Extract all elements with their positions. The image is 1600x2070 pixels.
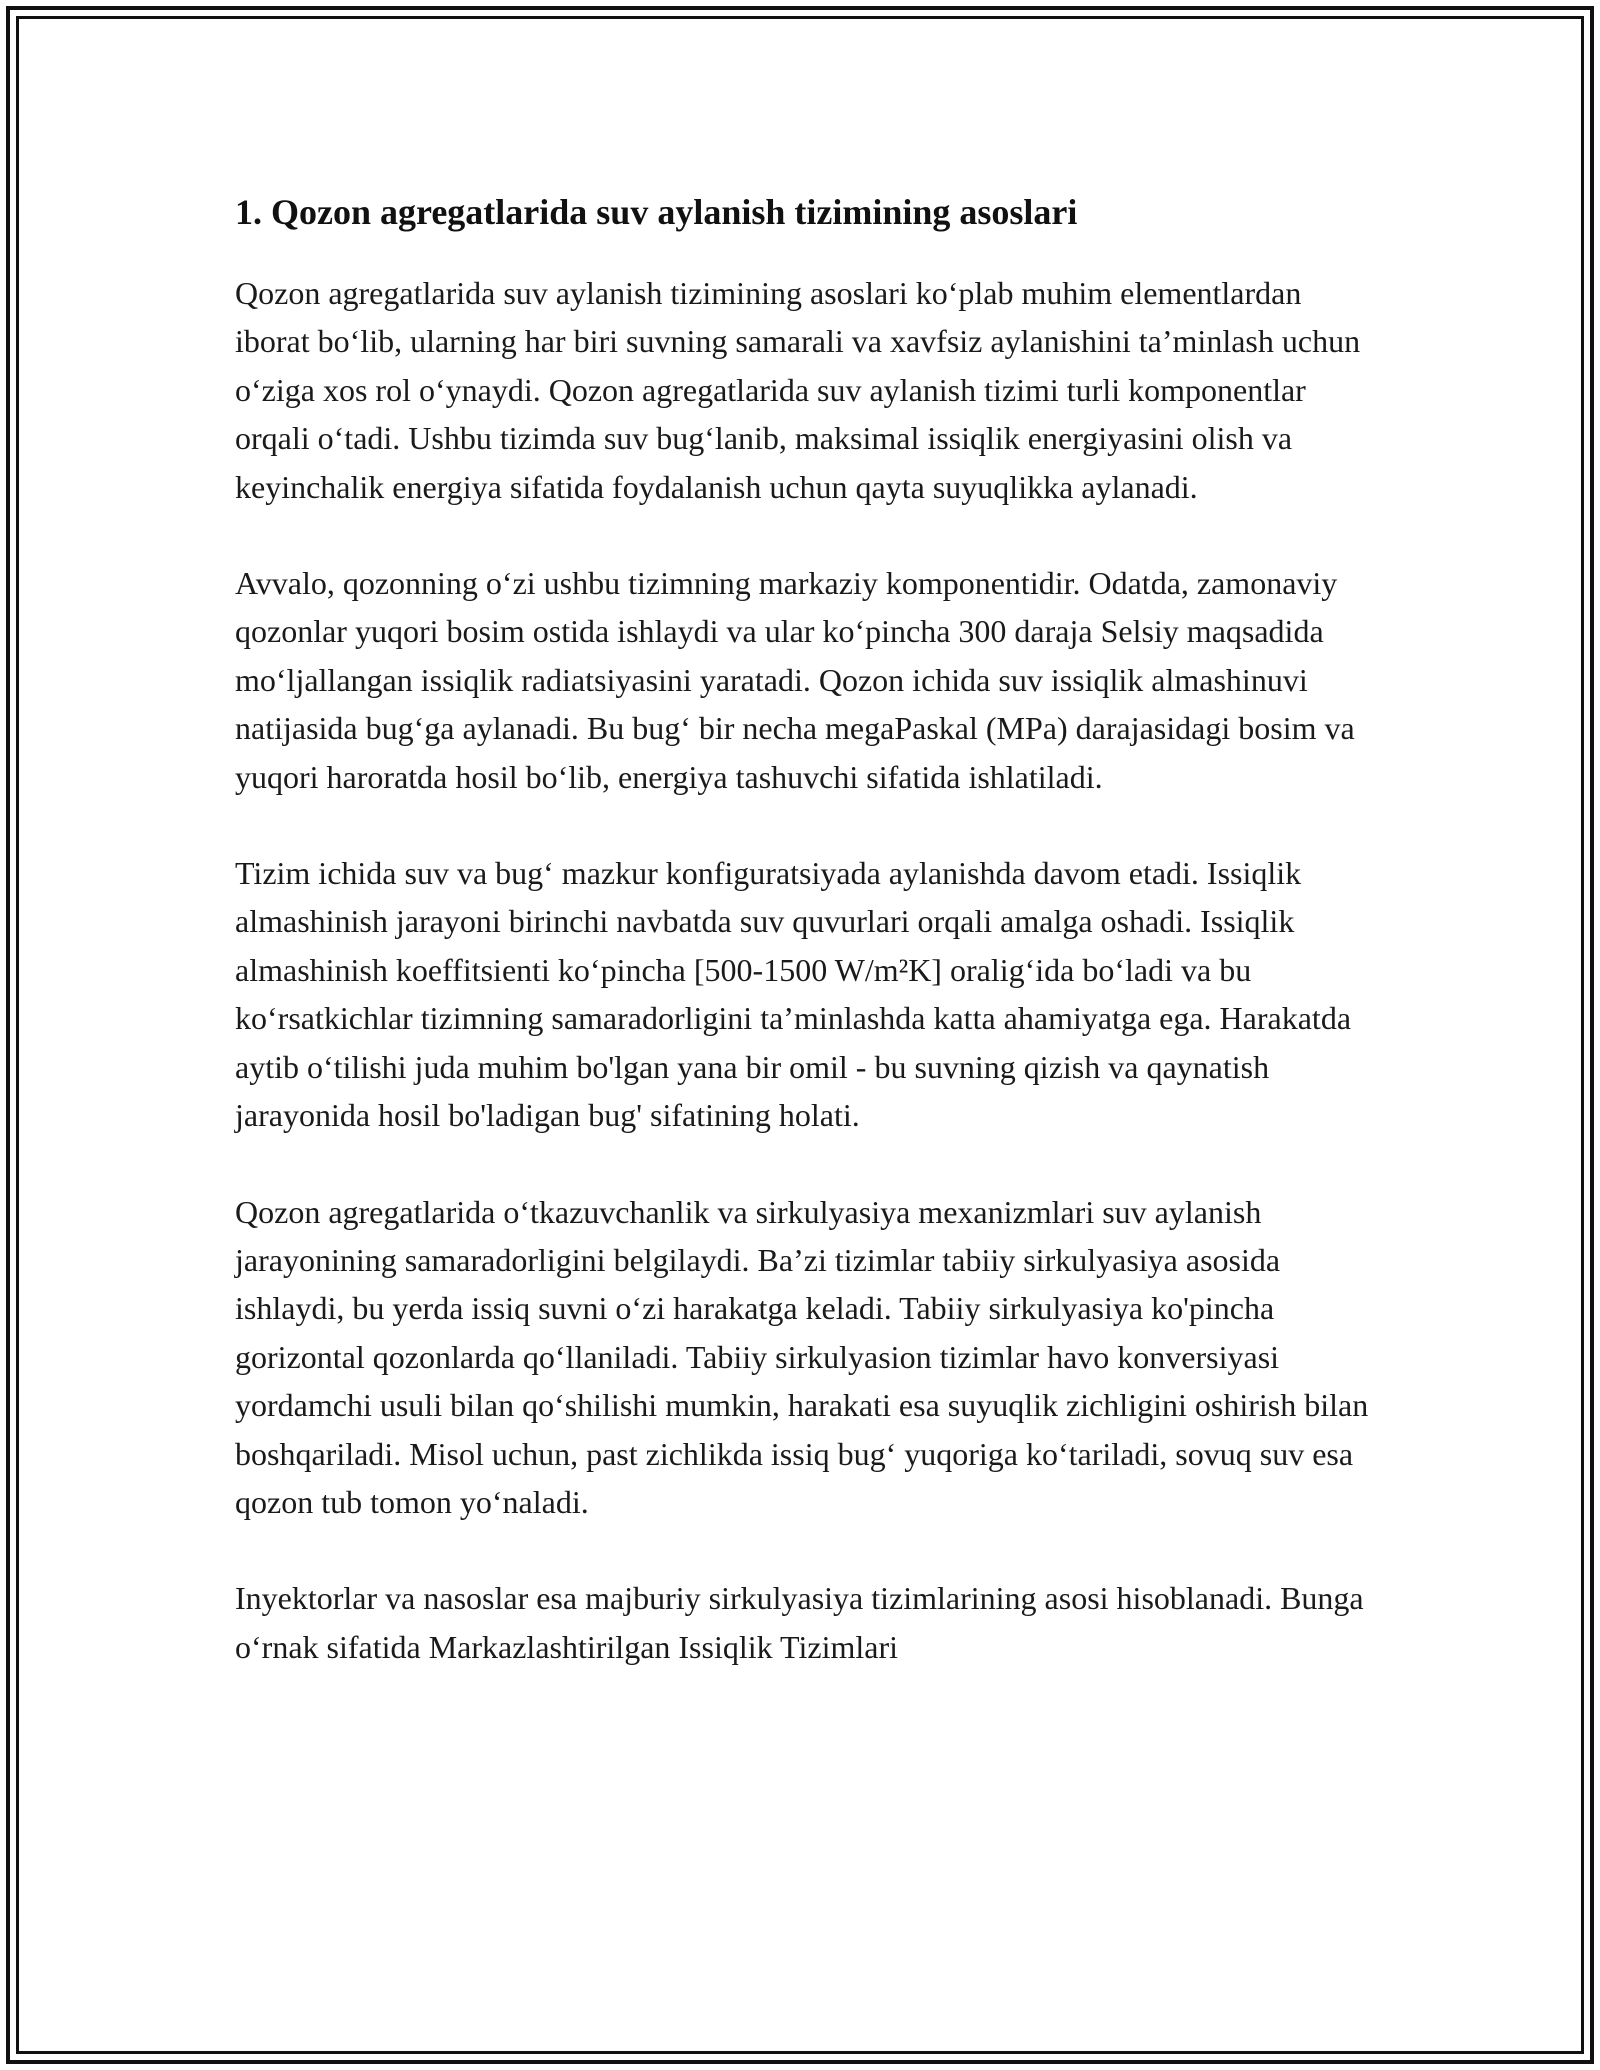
paragraph-2: Avvalo, qozonning o‘zi ushbu tizimning markaziy komponentidir. Odatda, zamonaviy qozonlar yuqori bosim ostida ishlaydi va ular ko‘pincha 300 daraja Selsiy maqsadida mo‘ljallangan issiqlik radiatsiyasini yaratadi. Qozon ichida suv issiqlik almashinuvi natijasida bug‘ga aylanadi. Bu bug‘ bir necha megaPaskal (MPa) darajasidagi bosim va yuqori haroratda hosil bo‘lib, energiya tashuvchi sifatida ishlatiladi. xyxy=(235,565,1355,795)
paragraph-1: Qozon agregatlarida suv aylanish tizimining asoslari ko‘plab muhim elementlardan iborat bo‘lib, ularning har biri suvning samarali va xavfsiz aylanishini ta’minlash uchun o‘ziga xos rol o‘ynaydi. Qozon agregatlarida suv aylanish tizimi turli komponentlar orqali o‘tadi. Ushbu tizimda suv bug‘lanib, maksimal issiqlik energiyasini olish va keyinchalik energiya sifatida foydalanish uchun qayta suyuqlikka aylanadi. xyxy=(235,275,1361,505)
paragraph-3: Tizim ichida suv va bug‘ mazkur konfiguratsiyada aylanishda davom etadi. Issiqlik almashinish jarayoni birinchi navbatda suv quvurlari orqali amalga oshadi. Issiqlik almashinish koeffitsienti ko‘pincha [500-1500 W/m²K] oralig‘ida bo‘ladi va bu ko‘rsatkichlar tizimning samaradorligini ta’minlashda katta ahamiyatga ega. Harakatda aytib o‘tilishi juda muhim bo'lgan yana bir omil - bu suvning qizish va qaynatish jarayonida hosil bo'ladigan bug' sifatining holati. xyxy=(235,855,1352,1134)
section-heading: 1. Qozon agregatlarida suv aylanish tizimining asoslari xyxy=(235,192,1078,232)
paragraph-4: Qozon agregatlarida o‘tkazuvchanlik va sirkulyasiya mexanizmlari suv aylanish jarayonining samaradorligini belgilaydi. Ba’zi tizimlar tabiiy sirkulyasiya asosida ishlaydi, bu yerda issiq suvni o‘zi harakatga keladi. Tabiiy sirkulyasiya ko'pincha gorizontal qozonlarda qo‘llaniladi. Tabiiy sirkulyasion tizimlar havo konversiyasi yordamchi usuli bilan qo‘shilishi mumkin, harakati esa suyuqlik zichligini oshirish bilan boshqariladi. Misol uchun, past zichlikda issiq bug‘ yuqoriga ko‘tariladi, sovuq suv esa qozon tub tomon yo‘naladi. xyxy=(235,1193,1369,1520)
paragraph-5: Inyektorlar va nasoslar esa majburiy sirkulyasiya tizimlarining asosi hisoblanadi. Bunga o‘rnak sifatida Markazlashtirilgan Issiqlik Tizimlari xyxy=(235,1580,1364,1665)
document-body xyxy=(235,188,1375,1719)
